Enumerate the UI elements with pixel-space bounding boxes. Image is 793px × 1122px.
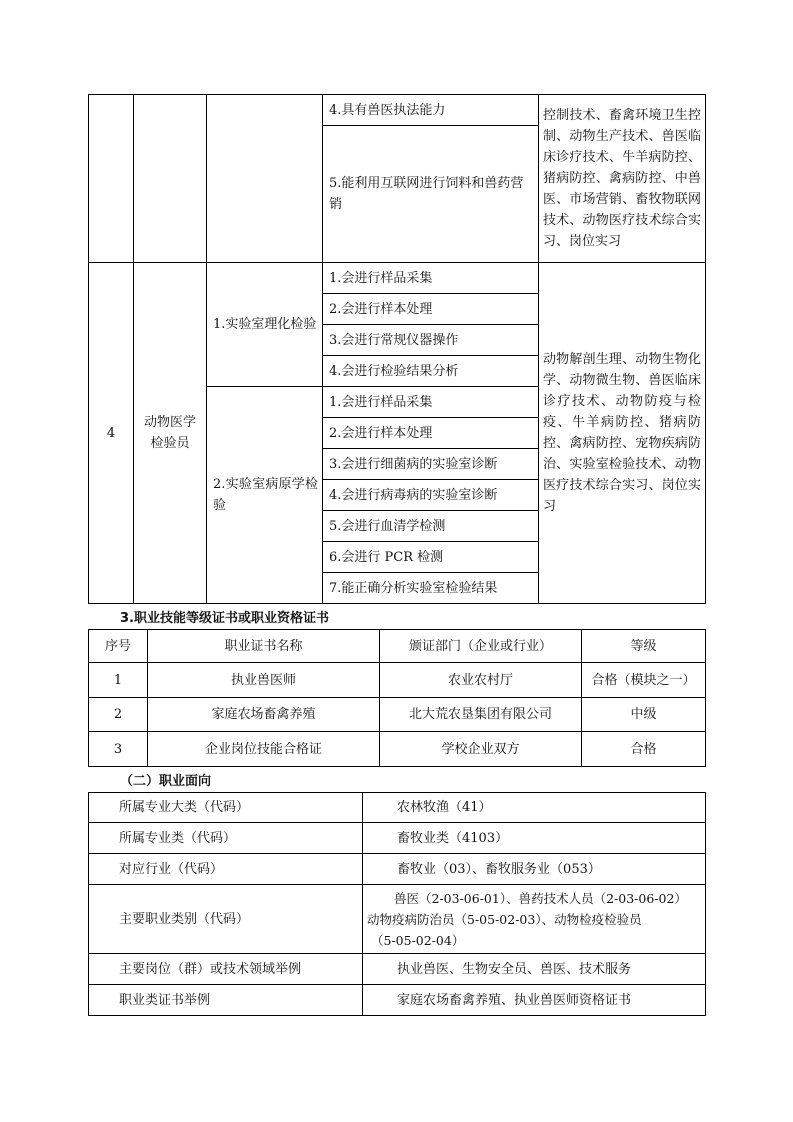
task-cell: 1.会进行样品采集 [323, 263, 539, 294]
table-cell: 家庭农场畜禽养殖 [148, 698, 380, 732]
group-title-1: 1.实验室理化检验 [207, 263, 323, 387]
table-row [89, 95, 706, 126]
table-row [89, 954, 706, 985]
course-cell: 动物解剖生理、动物生物化学、动物微生物、兽医临床诊疗技术、动物防疫与检疫、牛羊病防控、猪病防控、禽病防控、宠物疾病防治、实验室检验技术、动物医疗技术综合实习、岗位实习 [539, 263, 706, 604]
task-cell: 1.会进行样品采集 [323, 387, 539, 418]
table-header-row [89, 630, 706, 663]
table-cell: 1 [89, 663, 148, 698]
row-value: 执业兽医、生物安全员、兽医、技术服务 [363, 954, 706, 985]
value-line: （5-05-02-04） [371, 932, 465, 948]
table-cell: 执业兽医师 [148, 663, 380, 698]
row-label: 主要岗位（群）或技术领域举例 [89, 954, 363, 985]
column-header: 序号 [89, 630, 148, 663]
row-value [363, 885, 706, 954]
table-cell: 企业岗位技能合格证 [148, 732, 380, 767]
row-label: 所属专业类（代码） [89, 823, 363, 854]
task-cell: 2.会进行样本处理 [323, 294, 539, 325]
table-cell: 中级 [582, 698, 706, 732]
row-value: 农林牧渔（41） [363, 793, 706, 823]
cell-no-empty [89, 95, 134, 263]
cell-group-empty [207, 95, 323, 263]
row-number: 4 [89, 263, 134, 604]
task-cell: 7.能正确分析实验室检验结果 [323, 573, 539, 604]
row-label: 所属专业大类（代码） [89, 793, 363, 823]
task-cell: 3.会进行细菌病的实验室诊断 [323, 449, 539, 480]
table-cell: 合格 [582, 732, 706, 767]
course-cell: 控制技术、畜禽环境卫生控制、动物生产技术、兽医临床诊疗技术、牛羊病防控、猪病防控、禽病防控、中兽医、市场营销、畜牧物联网技术、动物医疗技术综合实习、岗位实习 [539, 95, 706, 263]
value-line: 兽医（2-03-06-01）、兽药技术人员（2-03-06-02） [394, 890, 687, 906]
task-cell: 3.会进行常规仪器操作 [323, 325, 539, 356]
table-cell: 北大荒农垦集团有限公司 [380, 698, 582, 732]
career-table [88, 792, 706, 1016]
row-value: 畜牧业类（4103） [363, 823, 706, 854]
column-header: 等级 [582, 630, 706, 663]
task-cell: 2.会进行样本处理 [323, 418, 539, 449]
row-label: 对应行业（代码） [89, 854, 363, 885]
table-cell: 合格（模块之一） [582, 663, 706, 698]
row-label: 职业类证书举例 [89, 985, 363, 1016]
task-cell: 5.会进行血清学检测 [323, 511, 539, 542]
row-value: 家庭农场畜禽养殖、执业兽医师资格证书 [363, 985, 706, 1016]
section-heading-career: （二）职业面向 [120, 774, 212, 789]
table-row [89, 663, 706, 698]
table-cell: 2 [89, 698, 148, 732]
table-row [89, 985, 706, 1016]
table-cell: 农业农村厅 [380, 663, 582, 698]
table-row [89, 263, 706, 294]
task-cell: 4.具有兽医执法能力 [323, 95, 539, 126]
table-cell: 学校企业双方 [380, 732, 582, 767]
table-row [89, 823, 706, 854]
table-row [89, 698, 706, 732]
table-row [89, 854, 706, 885]
table-row [89, 732, 706, 767]
row-label: 主要职业类别（代码） [89, 885, 363, 954]
table-cell: 3 [89, 732, 148, 767]
row-value: 畜牧业（03）、畜牧服务业（053） [363, 854, 706, 885]
value-line: 动物疫病防治员（5-05-02-03）、动物检疫检验员 [367, 911, 642, 927]
competency-table [88, 94, 706, 604]
column-header: 职业证书名称 [148, 630, 380, 663]
group-title-2: 2.实验室病原学检验 [207, 387, 323, 604]
position-label: 动物医学检验员 [143, 415, 196, 451]
position-name [134, 263, 207, 604]
task-cell: 6.会进行 PCR 检测 [323, 542, 539, 573]
table-row [89, 793, 706, 823]
certificate-table [88, 629, 706, 767]
section-heading-certificates: 3.职业技能等级证书或职业资格证书 [120, 611, 329, 626]
task-cell: 4.会进行检验结果分析 [323, 356, 539, 387]
table-row [89, 885, 706, 954]
column-header: 颁证部门（企业或行业） [380, 630, 582, 663]
task-cell: 4.会进行病毒病的实验室诊断 [323, 480, 539, 511]
cell-position-empty [134, 95, 207, 263]
task-cell: 5.能利用互联网进行饲料和兽药营销 [323, 126, 539, 263]
